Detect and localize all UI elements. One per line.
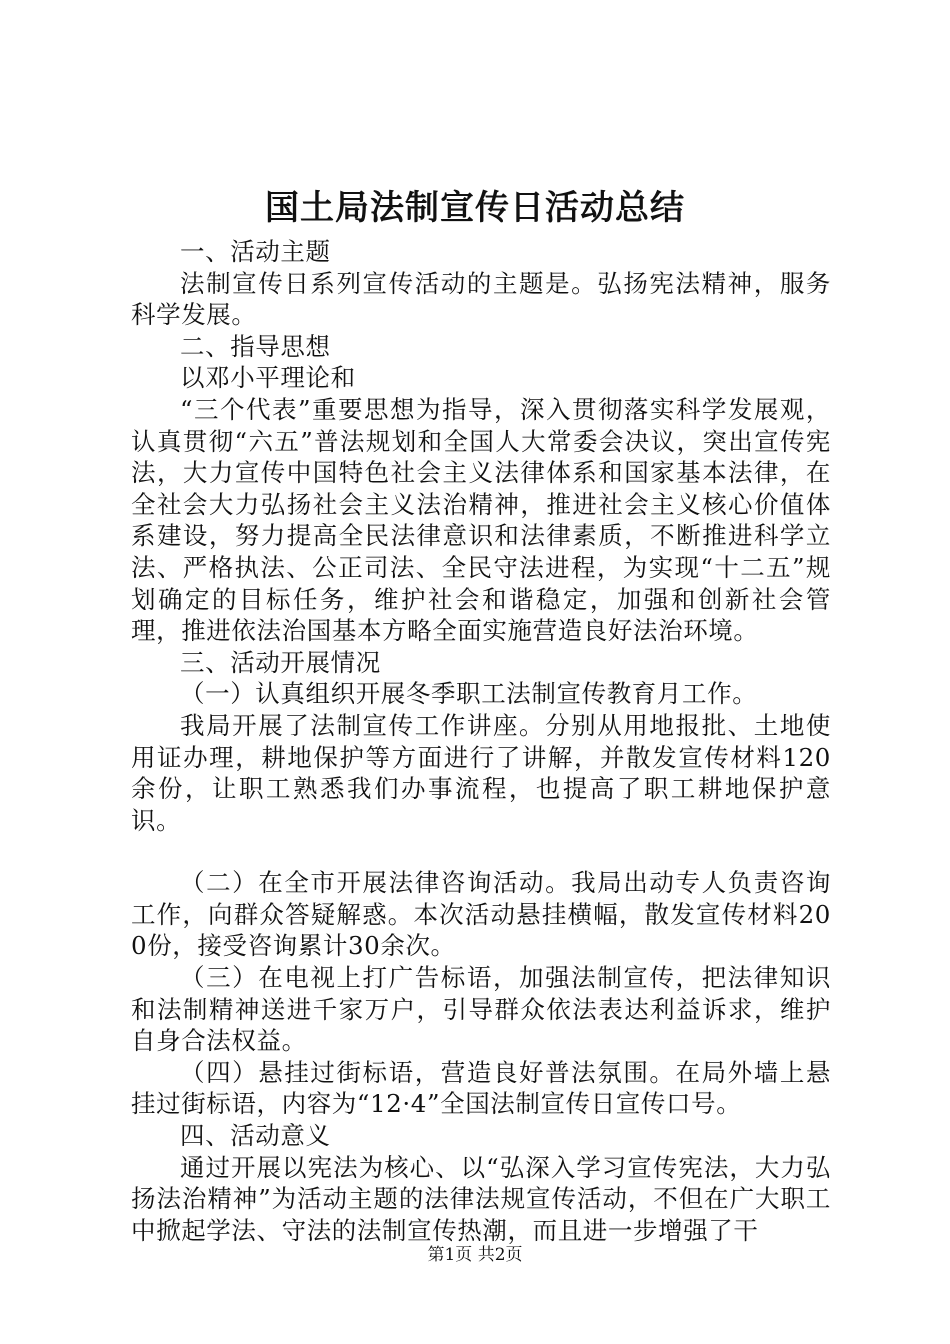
paragraph-guidance-lead: 以邓小平理论和 bbox=[180, 363, 356, 393]
paragraph-item-3: （三）在电视上打广告标语，加强法制宣传，把法律知识和法制精神送进千家万户，引导群众依法表达利益诉求，维护自身合法权益。 bbox=[131, 963, 831, 1056]
paragraph-guidance: “三个代表”重要思想为指导，深入贯彻落实科学发展观，认真贯彻“六五”普法规划和全国人大常委会决议，突出宣传宪法，大力宣传中国特色社会主义法律体系和国家基本法律，在全社会大力弘扬社会主义法治精神，推进社会主义核心价值体系建设，努力提高全民法律意识和法律素质，不断推进科学立法、严格执法、公正司法、全民守法进程，为实现“十二五”规划确定的目标任务，维护社会和谐稳定，加强和创新社会管理，推进依法治国基本方略全面实施营造良好法治环境。 bbox=[131, 394, 831, 646]
paragraph-significance: 通过开展以宪法为核心、以“弘深入学习宣传宪法，大力弘扬法治精神”为活动主题的法律法规宣传活动，不但在广大职工中掀起学法、守法的法制宣传热潮，而且进一步增强了干 bbox=[131, 1152, 831, 1245]
section-heading-1: 一、活动主题 bbox=[180, 237, 331, 266]
section-heading-4: 四、活动意义 bbox=[180, 1121, 331, 1151]
document-body bbox=[131, 236, 831, 1246]
section-heading-2: 二、指导思想 bbox=[180, 331, 331, 361]
paragraph-item-1: 我局开展了法制宣传工作讲座。分别从用地报批、土地使用证办理，耕地保护等方面进行了讲解，并散发宣传材料120余份，让职工熟悉我们办事流程，也提高了职工耕地保护意识。 bbox=[131, 710, 831, 835]
page-number-footer: 第1页 共2页 bbox=[427, 1245, 523, 1265]
paragraph-item-1-heading: （一）认真组织开展冬季职工法制宣传教育月工作。 bbox=[180, 679, 758, 709]
section-heading-3: 三、活动开展情况 bbox=[180, 647, 381, 677]
paragraph-theme: 法制宣传日系列宣传活动的主题是。弘扬宪法精神，服务科学发展。 bbox=[131, 268, 831, 330]
document-title: 国土局法制宣传日活动总结 bbox=[265, 188, 685, 228]
paragraph-item-2: （二）在全市开展法律咨询活动。我局出动专人负责咨询工作，向群众答疑解惑。本次活动悬挂横幅，散发宣传材料200份，接受咨询累计30余次。 bbox=[131, 868, 831, 961]
paragraph-item-4: （四）悬挂过街标语，营造良好普法氛围。在局外墙上悬挂过街标语，内容为“12·4”全国法制宣传日宣传口号。 bbox=[131, 1057, 831, 1119]
